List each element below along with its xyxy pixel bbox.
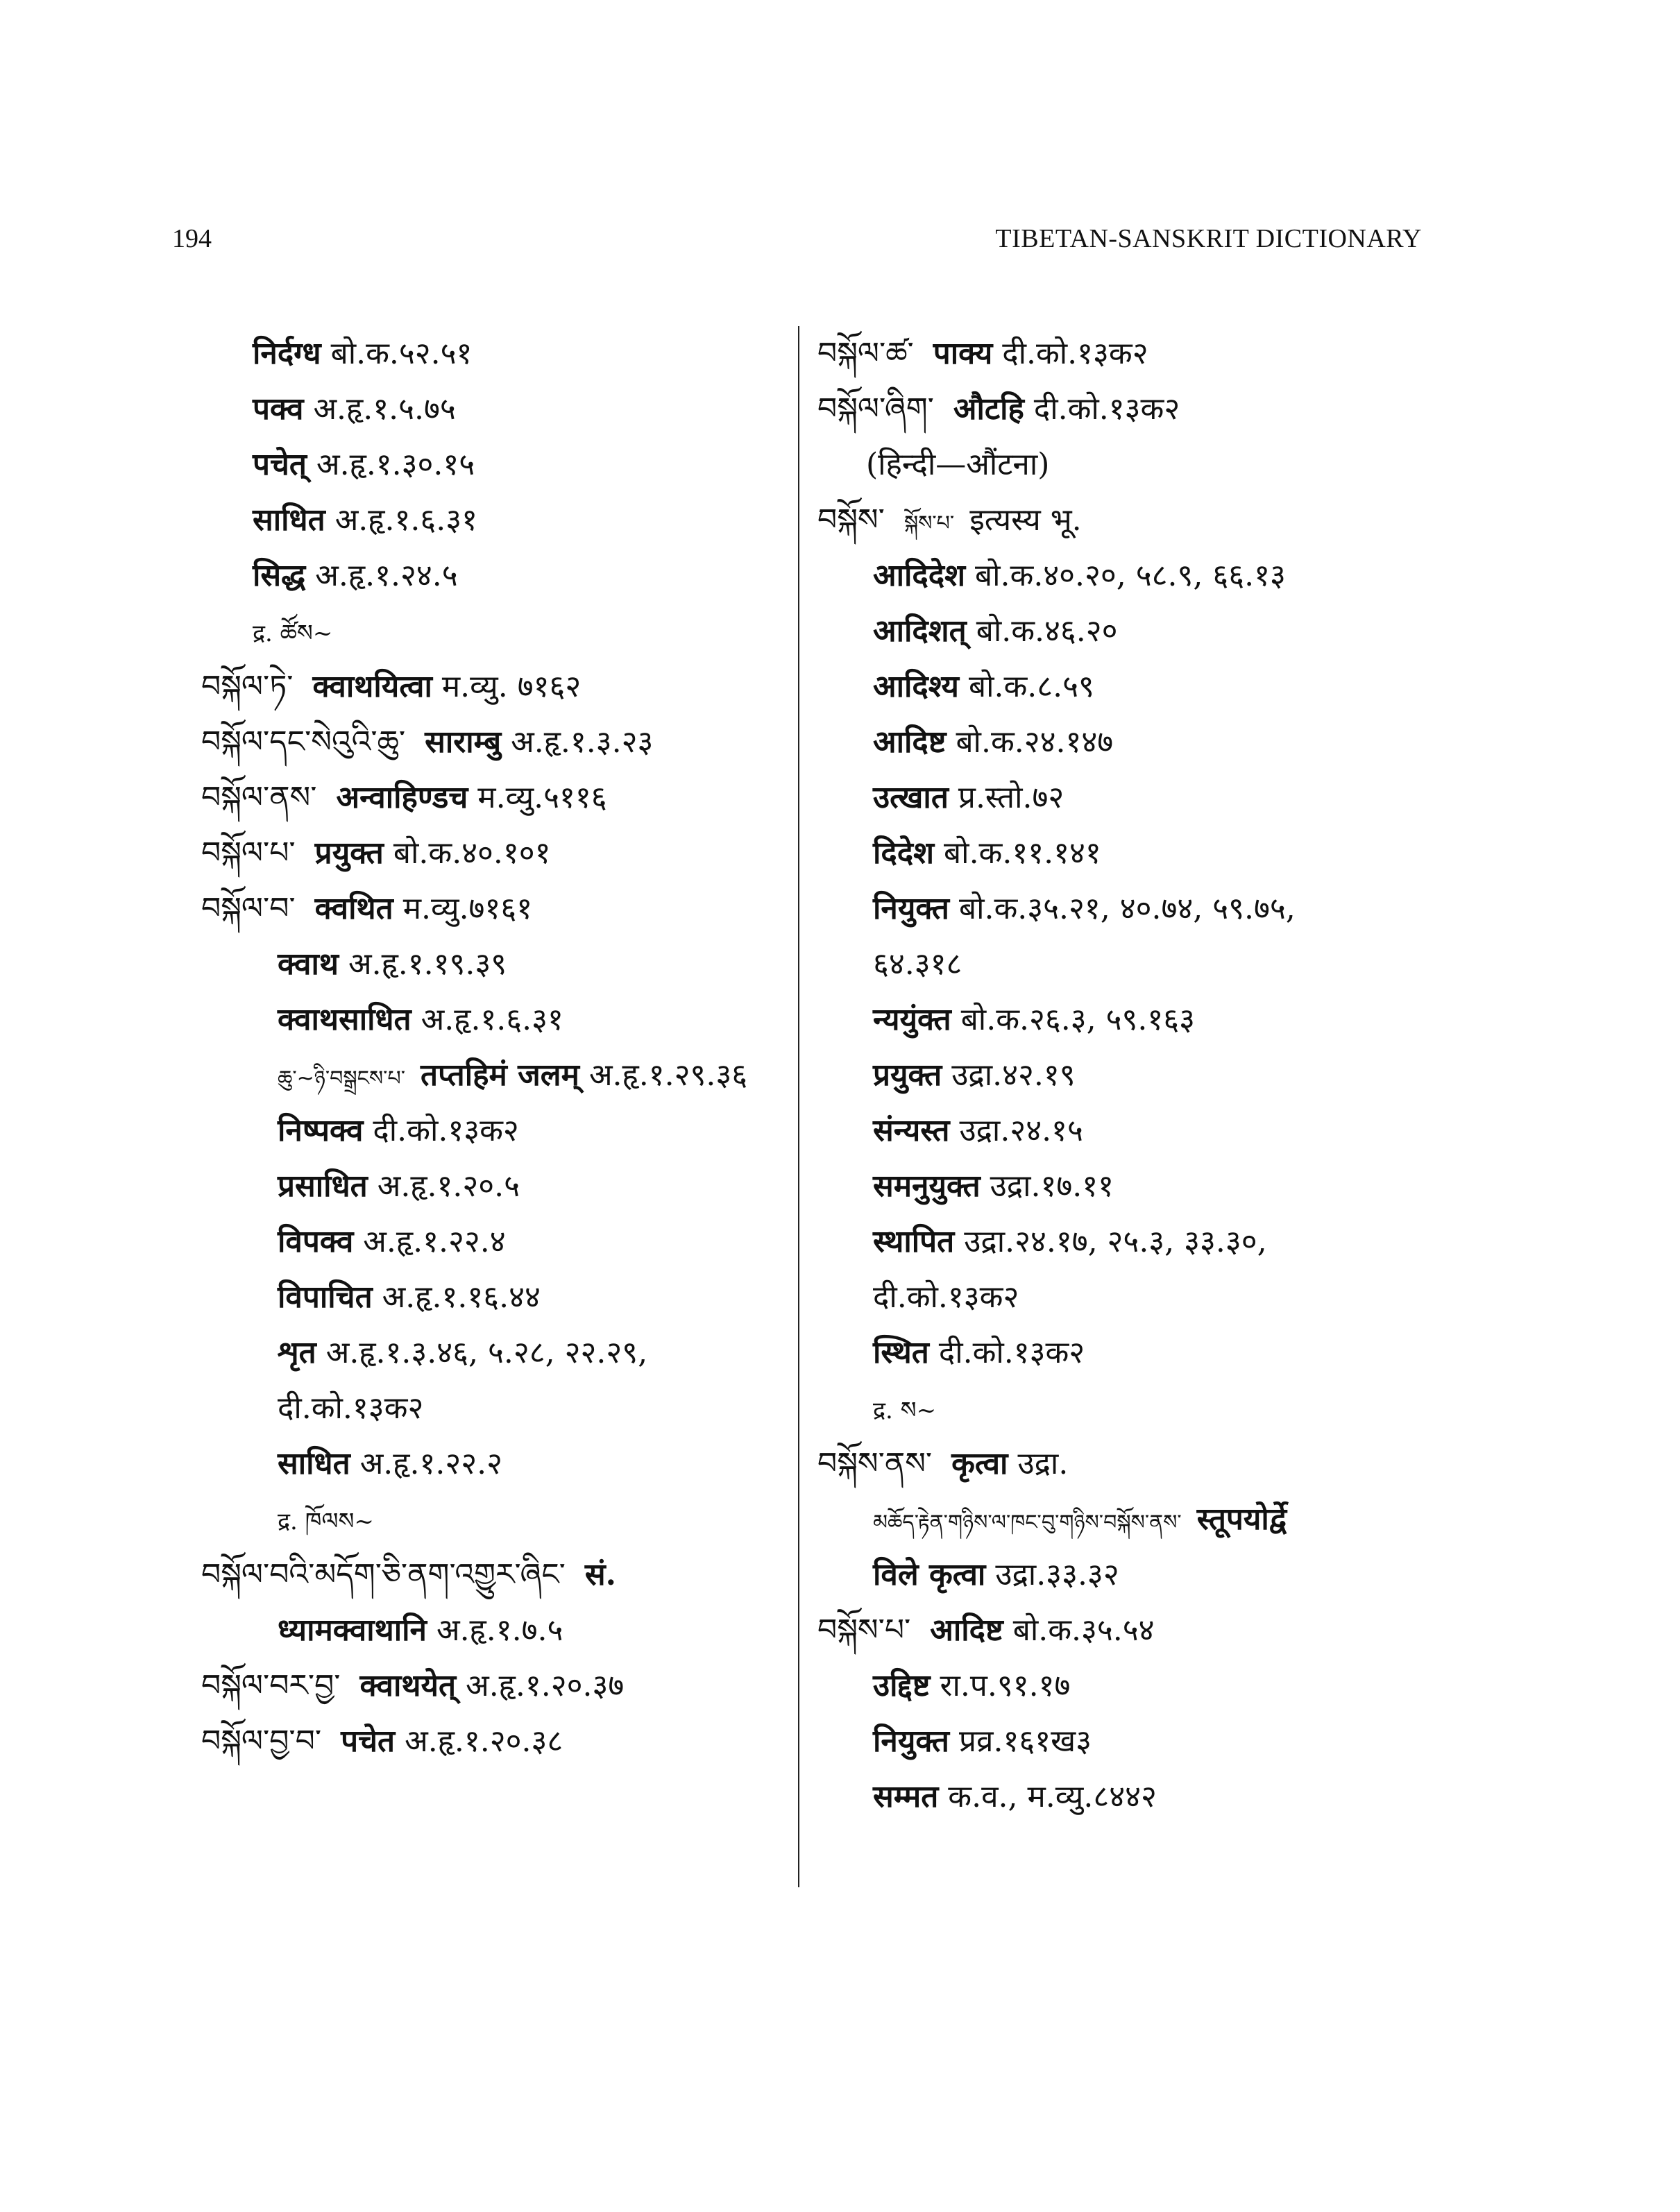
sanskrit-equivalent: अन्वाहिण्डच (336, 780, 468, 815)
sanskrit-equivalent: उत्खात (873, 780, 949, 815)
sanskrit-equivalent: क्वाथ (278, 946, 339, 982)
sanskrit-equivalent: पक्व (253, 391, 304, 427)
source-reference: बो.क.२६.३, ५९.१६३ (960, 1002, 1195, 1037)
dictionary-entry (187, 493, 791, 548)
source-reference: अ.हृ.१.२२.२ (359, 1446, 502, 1481)
tibetan-headword: བསྐོལ་ཏེ་ (201, 669, 294, 704)
sanskrit-equivalent: क्वाथयेत् (359, 1668, 457, 1703)
source-reference: म.व्यु.५११६ (477, 780, 607, 815)
dictionary-entry (817, 937, 1442, 992)
dictionary-entry (817, 881, 1442, 937)
cross-reference: द्र. ཁོལས~ (278, 1508, 374, 1535)
dictionary-entry (187, 1325, 791, 1381)
source-reference: उद्रा.४२.१९ (951, 1057, 1076, 1093)
source-reference: उद्रा.१७.११ (990, 1168, 1114, 1204)
entry-note: इत्यस्य भू. (969, 502, 1082, 538)
tibetan-phrase: མཆོད་རྟེན་གཉིས་ལ་ཁང་བུ་གཉིས་བསྐོས་ནས་ (873, 1511, 1182, 1535)
sanskrit-equivalent: साराम्बु (425, 724, 502, 760)
dictionary-entry (187, 770, 791, 826)
source-reference: उद्रा.३३.३२ (995, 1557, 1119, 1592)
tibetan-headword: བསྐོལ་བྱ་བ་ (201, 1724, 322, 1759)
source-reference: अ.हृ.१.३.४६, ५.२८, २२.२९, (325, 1335, 648, 1370)
source-reference: बो.क.४०.२०, ५८.९, ६६.१३ (975, 558, 1286, 593)
dictionary-entry (187, 659, 791, 715)
dictionary-entry (817, 1381, 1442, 1436)
source-reference: बो.क.४६.२० (976, 613, 1118, 649)
sanskrit-equivalent: साधित (253, 502, 325, 538)
sanskrit-equivalent: साधित (278, 1446, 350, 1481)
running-title: TIBETAN-SANSKRIT DICTIONARY (995, 224, 1422, 253)
right-column (817, 326, 1442, 1825)
source-reference: दी.को.१३क२ (1033, 391, 1180, 427)
dictionary-entry (187, 1714, 791, 1769)
source-reference: उद्रा. (1017, 1446, 1069, 1481)
sanskrit-equivalent: पचेत (341, 1724, 396, 1759)
source-reference: अ.हृ.१.२२.४ (363, 1224, 506, 1259)
dictionary-entry (187, 1603, 791, 1658)
dictionary-entry (187, 1658, 791, 1714)
dictionary-entry (187, 1436, 791, 1492)
dictionary-entry (817, 826, 1442, 881)
source-reference: अ.हृ.१.३.२३ (511, 724, 654, 760)
sanskrit-equivalent: न्ययुंक्त (873, 1002, 951, 1037)
dictionary-entry (187, 437, 791, 493)
source-reference: दी.को.१३क२ (278, 1390, 424, 1426)
source-reference: म.व्यु. ७१६२ (441, 669, 582, 704)
tibetan-headword: བསྐོས་པ་ (817, 1613, 911, 1648)
dictionary-entry (817, 992, 1442, 1048)
dictionary-entry (187, 1547, 791, 1603)
source-reference: बो.क.४०.१०१ (393, 835, 551, 871)
dictionary-entry (187, 1048, 791, 1103)
sanskrit-equivalent: समनुयुक्त (873, 1168, 981, 1204)
dictionary-entry (817, 548, 1442, 604)
dictionary-entry (187, 992, 791, 1048)
dictionary-entry (817, 1103, 1442, 1159)
source-reference: प्र.स्तो.७२ (958, 780, 1064, 815)
sanskrit-equivalent: शृत (278, 1335, 316, 1370)
source-reference: दी.को.१३क२ (1002, 336, 1148, 371)
dictionary-entry (817, 493, 1442, 548)
entry-note: (हिन्दी—औंटना) (866, 447, 1050, 482)
sanskrit-equivalent: स्थित (873, 1335, 929, 1370)
dictionary-entry (817, 1658, 1442, 1714)
dictionary-entry (817, 326, 1442, 382)
source-reference: क.व., म.व्यु.८४४२ (948, 1779, 1157, 1814)
source-reference: दी.को.१३क२ (938, 1335, 1085, 1370)
source-reference: बो.क.३५.५४ (1012, 1613, 1155, 1648)
source-reference: म.व्यु.७१६१ (402, 891, 533, 926)
sanskrit-equivalent: प्रयुक्त (873, 1057, 942, 1093)
dictionary-entry (187, 604, 791, 659)
dictionary-entry (817, 604, 1442, 659)
dictionary-entry (187, 1381, 791, 1436)
source-reference: अ.हृ.१.१९.३९ (348, 946, 507, 982)
tibetan-headword: བསྐོལ་པ་ (201, 835, 296, 871)
source-reference: ६४.३१८ (873, 946, 962, 982)
source-reference: अ.हृ.१.२०.३८ (405, 1724, 563, 1759)
sanskrit-equivalent: आदिष्ट (930, 1613, 1003, 1648)
sanskrit-equivalent: विले कृत्वा (873, 1557, 986, 1592)
source-reference: उद्रा.२४.१५ (959, 1113, 1083, 1148)
sanskrit-equivalent: सम्मत (873, 1779, 939, 1814)
sanskrit-equivalent: विपक्व (278, 1224, 354, 1259)
sanskrit-equivalent: स्तूपयोर्द्वे (1196, 1501, 1287, 1537)
sanskrit-equivalent: नियुक्त (873, 1724, 949, 1759)
dictionary-entry (817, 1769, 1442, 1825)
sanskrit-equivalent: आदिष्ट (873, 724, 947, 760)
source-reference: अ.हृ.१.३०.१५ (316, 447, 475, 482)
dictionary-entry (187, 826, 791, 881)
left-column (187, 326, 791, 1769)
dictionary-entry (187, 382, 791, 437)
tibetan-headword: བསྐོས་ནས་ (817, 1446, 933, 1481)
dictionary-entry (817, 659, 1442, 715)
sanskrit-equivalent: सिद्ध (253, 558, 306, 593)
dictionary-entry (187, 1214, 791, 1270)
dictionary-entry (817, 1048, 1442, 1103)
tibetan-headword: བསྐོལ་ཞིག་ (817, 391, 934, 427)
sanskrit-equivalent: सं. (584, 1557, 616, 1592)
sanskrit-equivalent: कृत्वा (951, 1446, 1008, 1481)
tibetan-headword: བསྐོལ་བར་བྱ་ (201, 1668, 341, 1703)
dictionary-entry (817, 770, 1442, 826)
source-reference: रा.प.९१.१७ (940, 1668, 1071, 1703)
sanskrit-equivalent: निष्पक्व (278, 1113, 364, 1148)
column-divider (798, 326, 799, 1887)
cross-reference: द्र. ས~ (873, 1397, 937, 1424)
dictionary-entry (817, 437, 1442, 493)
sanskrit-equivalent: संन्यस्त (873, 1113, 950, 1148)
tibetan-phrase: སྐོས་པ་ (903, 511, 955, 536)
sanskrit-equivalent: ध्यामक्वाथानि (278, 1613, 427, 1648)
tibetan-headword: བསྐོལ་ཚ་ (817, 336, 914, 371)
sanskrit-equivalent: प्रसाधित (278, 1168, 368, 1204)
source-reference: दी.को.१३क२ (873, 1279, 1019, 1315)
cross-reference: द्र. ཚོས~ (253, 620, 333, 647)
dictionary-entry (187, 1492, 791, 1547)
dictionary-entry (817, 1270, 1442, 1325)
sanskrit-equivalent: प्रयुक्त (314, 835, 384, 871)
sanskrit-equivalent: पचेत् (253, 447, 307, 482)
dictionary-entry (187, 881, 791, 937)
sanskrit-equivalent: क्वाथयित्वा (312, 669, 432, 704)
sanskrit-equivalent: उद्दिष्ट (873, 1668, 931, 1703)
dictionary-entry (187, 1270, 791, 1325)
source-reference: बो.क.२४.१४७ (956, 724, 1114, 760)
sanskrit-equivalent: पाक्य (933, 336, 993, 371)
dictionary-entry (187, 326, 791, 382)
tibetan-headword: བསྐོལ་ནས་ (201, 780, 317, 815)
source-reference: प्रव्र.१६१ख३ (959, 1724, 1092, 1759)
source-reference: दी.को.१३क२ (373, 1113, 519, 1148)
dictionary-entry (817, 1547, 1442, 1603)
source-reference: अ.हृ.१.२४.५ (315, 558, 458, 593)
dictionary-entry (817, 382, 1442, 437)
dictionary-entry (187, 937, 791, 992)
sanskrit-equivalent: दिदेश (873, 835, 935, 871)
dictionary-entry (817, 715, 1442, 770)
tibetan-phrase: ཆུ་~ཉི་བསྒྲངས་པ་ (278, 1066, 406, 1091)
source-reference: बो.क.३५.२१, ४०.७४, ५९.७५, (959, 891, 1296, 926)
dictionary-entry (817, 1603, 1442, 1658)
dictionary-entry (817, 1492, 1442, 1547)
sanskrit-equivalent: तप्तहिमं जलम् (421, 1057, 579, 1093)
sanskrit-equivalent: निर्दग्ध (253, 336, 321, 371)
dictionary-entry (187, 1103, 791, 1159)
source-reference: अ.हृ.१.६.३१ (421, 1002, 563, 1037)
dictionary-entry (817, 1436, 1442, 1492)
source-reference: अ.हृ.१.५.७५ (313, 391, 456, 427)
source-reference: बो.क.५२.५१ (330, 336, 473, 371)
sanskrit-equivalent: नियुक्त (873, 891, 949, 926)
source-reference: अ.हृ.१.२०.५ (377, 1168, 520, 1204)
dictionary-entry (817, 1214, 1442, 1270)
tibetan-headword: བསྐོས་ (817, 502, 885, 538)
source-reference: अ.हृ.१.१६.४४ (382, 1279, 541, 1315)
dictionary-entry (187, 548, 791, 604)
sanskrit-equivalent: आदिशत् (873, 613, 967, 649)
sanskrit-equivalent: स्थापित (873, 1224, 955, 1259)
source-reference: अ.हृ.१.२९.३६ (588, 1057, 748, 1093)
dictionary-entry (817, 1714, 1442, 1769)
source-reference: बो.क.११.१४१ (944, 835, 1101, 871)
sanskrit-equivalent: क्वाथसाधित (278, 1002, 411, 1037)
source-reference: अ.हृ.१.२०.३७ (466, 1668, 625, 1703)
sanskrit-equivalent: आदिदेश (873, 558, 966, 593)
tibetan-headword: བསྐོལ་དང་སེའུའི་ཆུ་ (201, 724, 406, 760)
source-reference: बो.क.८.५९ (968, 669, 1094, 704)
sanskrit-equivalent: आदिश्य (873, 669, 959, 704)
source-reference: उद्रा.२४.१७, २५.३, ३३.३०, (964, 1224, 1267, 1259)
tibetan-headword: བསྐོལ་བ་ (201, 891, 296, 926)
sanskrit-equivalent: औटहि (953, 391, 1024, 427)
sanskrit-equivalent: क्वथित (314, 891, 393, 926)
page-number: 194 (172, 224, 212, 253)
tibetan-headword: བསྐོལ་བའི་མདོག་ཅི་ནག་འགྱུར་ཞིང་ (201, 1557, 566, 1592)
dictionary-entry (187, 1159, 791, 1214)
source-reference: अ.हृ.१.६.३१ (334, 502, 477, 538)
dictionary-entry (187, 715, 791, 770)
sanskrit-equivalent: विपाचित (278, 1279, 373, 1315)
source-reference: अ.हृ.१.७.५ (436, 1613, 563, 1648)
dictionary-entry (817, 1325, 1442, 1381)
dictionary-entry (817, 1159, 1442, 1214)
